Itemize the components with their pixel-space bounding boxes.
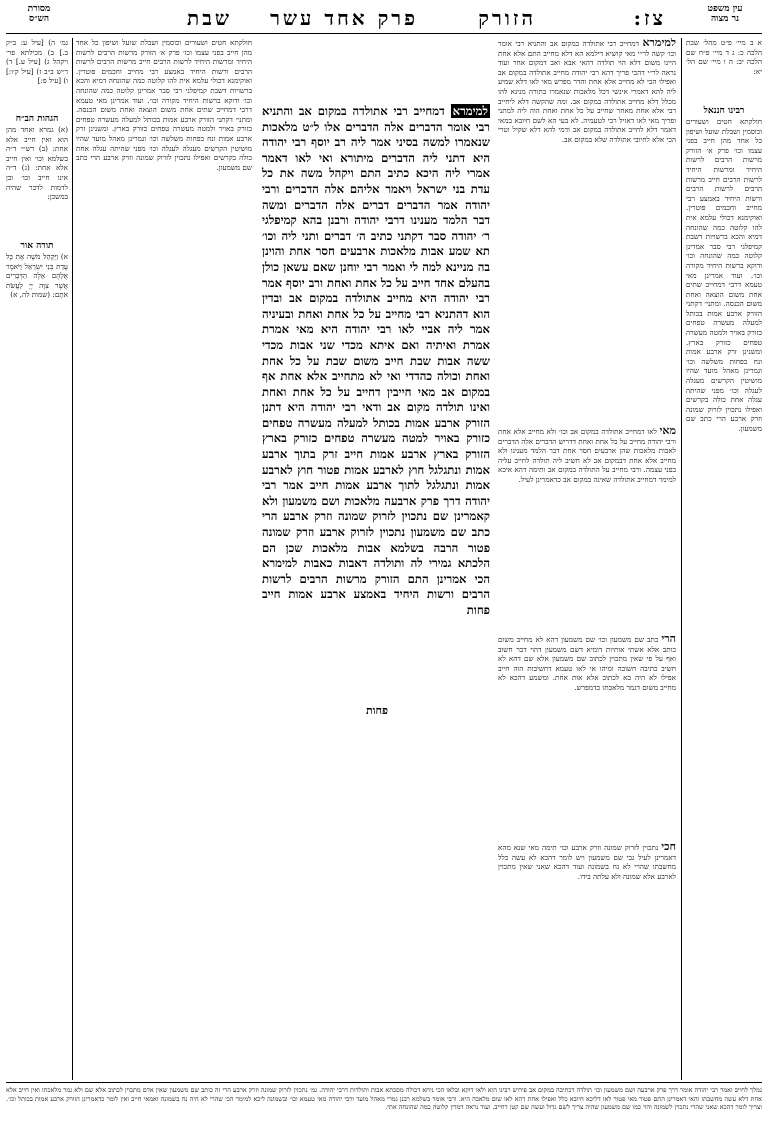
gemara-lead-word: למימרא xyxy=(452,104,488,118)
ein-mishpat-header xyxy=(688,4,762,24)
tosafot-box-2 xyxy=(498,634,676,834)
left-margin-column xyxy=(6,38,68,1078)
tosafot-box-2-title: הרי xyxy=(661,634,676,645)
header-divider xyxy=(6,33,762,34)
ein-mishpat-title: עין משפט xyxy=(707,4,743,14)
masoret-title: מסורת xyxy=(27,4,51,14)
tosafot-column xyxy=(498,38,676,1078)
footer-divider xyxy=(6,1082,762,1083)
gemara-main-text xyxy=(262,104,490,702)
tosafot-box-3-title: חכי xyxy=(661,842,676,853)
chapter-name: פרק אחד עשר xyxy=(270,6,418,30)
tractate-name: שבת xyxy=(187,6,232,30)
left-margin-divider xyxy=(72,38,73,1080)
chapter-author: הזורק xyxy=(478,6,536,30)
catchword: פחות xyxy=(365,704,388,717)
masoret-header xyxy=(6,4,72,24)
ner-mitzvah-title: נר מצוה xyxy=(710,14,739,24)
tosafot-box-3-body: נתכוין לזרוק שמונה וזרק ארבע וכו׳ תימה מאי שנא מהא דאמרינן לעיל גבי שם משמעון ויש לומר דהכא לא עשה כלל מחשבתו שהרי לא נח בשמונה ועוד דהכא שאני שאין מתכוין לארבע אלא שמונה ולא עלתה בידו. xyxy=(498,843,676,881)
tosafot-box-1 xyxy=(498,426,676,626)
tosafot-text: דמחייב רבי אתולדה במקום אב והתניא רבי אומר וכו׳ קשה לר״י מאי קושיא דילמא הא דלא מחייב התם אלא אחת היינו משום דלא הוי תולדה דהאי אבא ואב דמקום אחר ועוד נראה לר״י דהכי פריך דהא רבי יהודה מחייב אתולדה במקום אב ואפילו הכי לא מחייב אלא אחת והדר מפרש מאי לאו דלא שמיע ליה להא דאמרי אינשי דכל מלאכות שנאמרו בתורה מנינא להו מכלל דלא מחייב אתולדה במקום אב. ומה שהקשה דלא ליחייב רבי אלא אחת מאחר שחייב על כל אחת ואחת הוה ליה למתני ופריך מאי לאו דאזיל רבי לטעמיה. לא בעי הא לשם חיובא במאי דאמר דלא לחייב אתולדה במקום אב ודמי להא דלא שקיל וטרי הכי אלא לחיובי אתולדה שלא במקום אב. xyxy=(498,39,676,144)
hagahot-title: הגהות הב״ח xyxy=(15,114,59,124)
rashi-column: חולקתא חטים ושעורים וכוסמין ושבלת שועל ושיפון כל אחד מהן חייב בפני עצמו וכו׳ פרק א׳ הזורק מרשות הרבים לרשות היחיד ומרשות היחיד לרשות הרבים חייב מרשות הרבים לרשות הרבים ורשות היחיד באמצע רבי מחייב וחכמים פוטרין. ואוקימנא דכולי עלמא אית להו קלוטה כמה שהונחה דמיא והכא ברשויות דשבת קמיפלגי רבי סבר אמרינן קלוטה כמה שהונחה וכו׳ ודוקא ברשות היחיד מקורה וכו׳. ועוד אמרינן מאי טעמא דרבי דמחייב שתים אחת משום הוצאה ואחת משום הכנסה. ומתני׳ דקתני הזורק ארבע אמות בכותל למעלה מעשרה טפחים כזורק באויר ולמטה מעשרה טפחים כזורק בארץ. ומשנינן זרק ארבע אמות ונח בפחות משלשה וכו׳ וגמרינן מאהל מועד שהיו מושיטין הקרשים מעגלה לעגלה וכו׳ מפני שהיתה עגלה אחת כולה בקרשים ואפילו נתכוין לזרוק שמונה וזרק ארבע הרי כתב שם משמעון. xyxy=(76,38,252,172)
tosafot-box-1-body: לאו דמחייב אתולדה במקום אב וכו׳ ולא מחייב אלא אחת ורבי יהודה מחייב על כל אחת ואחת דדריש הדברים אלה הדברים לאבות מלאכות שהן ארבעים חסר אחת דבר הלמד מענינו ולא מחייב אלא אחת דבמקום אב לא חשיב ליה תולדה לחייב עליה בפני עצמה. ורבי מחייב על התולדה במקום אב ותימה דהא איכא למימר דמחייב אתולדה שאינה במקום אב כדאמרינן לעיל. xyxy=(498,427,676,484)
ein-mishpat-column: א ב מיי׳ פ״ט מהל׳ שבת הלכה כ: ג ד מיי׳ פ״ח שם הלכה יב: ה ו מיי׳ שם הל׳ יא: xyxy=(686,38,762,76)
torah-or-title: תורה אור xyxy=(20,241,54,251)
hagahot-body: (א) גמרא ואחד מהן הוא ואין חייב אלא אחת: (ב) רש״י ד״ה בשלמא וכו׳ ואין חייב אלא אחת: (ג) ד״ה אינו חייב וכו׳ ובן לדמות לדבר שהיה במשכן: xyxy=(6,125,68,202)
gemara-body: דמחייב רבי אתולדה במקום אב והתניא רבי אומר הדברים אלה הדברים אלו ל״ט מלאכות שנאמרו למשה בסיני אמר ליה רב יוסף רבי יהודה היא דתני ליה הדברים מיתורא ואי לאו דאמר אמרי ליה היכא כתיב התם ויקהל משה את כל עדת בני ישראל ויאמר אליהם אלה הדברים ורבי יהודה אמר הדברים דברים אלה הדברים ומשה דבר הלמד מענינו דרבי יהודה ורבנן בהא קמיפלגי ר׳ יהודה סבר דקתני כתיב ה׳ דברים ותני ליה וכו׳ תא שמע אבות מלאכות ארבעים חסר אחת והוינן בה מניינא למה לי ואמר רבי יוחנן שאם עשאן כולן בהעלם אחד חייב על כל אחת ואחת ורב יוסף אמר רבי יהודה היא מחייב אתולדה במקום אב ובדין הוא דהתניא רבי מחייב על כל אחת ואחת ובעיניה אמר ליה אביי לאו רבי יהודה היא מאי אמרת אמרת ואיתיה ואם איתא מכדי שני אבות מכדי ששה אבות שבת חייב משום שבת על כל אחת ואחת וכולה כהדדי ואי לא מתחייב אלא אחת אף במקום אב מאי חייבין דחייב על כל אחת ואחת ואינו תולדה מקום אב ודאי רבי יהודה היא דתנן הזורק ארבע אמות בכותל למעלה מעשרה טפחים כזורק באויר למטה מעשרה טפחים כזורק בארץ הזורק בארץ ארבע אמות חייב זרק בתוך ארבע אמות ונתגלגל חוץ לארבע אמות פטור חוץ לארבע אמות ונתגלגל לתוך ארבע אמות חייב אמר רבי יהודה דרך פרק ארבעה מלאכות ושם משמעון ולא קאמרינן שם נתכוין לזרוק שמונה וזרק ארבע הרי כתב שם משמעון נתכוין לזרוק ארבע וזרק שמונה פטור הרבה בשלמא אבות מלאכות שכן הם הלכתא גמירי לה ותולדה דאבות כאבות למימרא הכי אמרינן התם הזורק מרשות הרבים לרשות הרבים ורשות היחיד באמצע ארבע אמות חייב פחות xyxy=(262,104,490,617)
masoret-body: גמ׳ ה) [עיל ע: ב״ק ב.] ב) מכילתא פר׳ ויקהל ג) [עיל ע.] ד) ר״ש ב״ב ז) [עיל ק׳ו:] ו) [עיל פ:] xyxy=(6,38,68,86)
daf-number: צז: xyxy=(633,6,666,30)
hashas-title: הש״ס xyxy=(28,14,50,24)
tosafot-lead-word: למימרא xyxy=(642,38,676,49)
tosafot-body xyxy=(498,38,676,418)
rabbenu-chananel-title: רבינו חננאל xyxy=(703,106,745,116)
right-margin-divider xyxy=(681,38,682,1080)
rabbenu-chananel-column xyxy=(686,104,762,1080)
tosafot-box-1-title: מאי xyxy=(659,426,676,437)
torah-or-body: א) וַיַּקְהֵל מֹשֶׁה אֶת כָּל עֲדַת בְּנֵי יִשְׂרָאֵל וַיֹּאמֶר אֲלֵהֶם אֵלֶּה הַדְּבָרִים אֲשֶׁר צִוָּה יְיָ לַעֲשֹׂת אֹתָם: (שמות לה, א) xyxy=(6,252,68,300)
footer-gloss: נמלך לחייב ואמר רבי יהודה אומר דרך פרק ארבעה ושם משמעון וכו׳ תולדה דכתיבה במקום אב פירוש רבינו הוא ולאו דוקא ובלאו הכי ניחא דכולה מסכתא אבות ותולדות דרבי יהודה. גמ׳ נתכוין לזרוק שמונה וזרק ארבע הרי זה כותב שם משמעון שאין אדם מתכוין לכתוב אלא שם ולא גמר מלאכתו ואין חייב אלא אחת דלא עשה מחשבתו והאי דאמרינן התם פטור מאי פטור לאו דליכא חיובא כלל ואפילו אחת דהא לאו שום מלאכה היא. ורבי אומר בשלמא רבנן גמרי מאהל מועד ורבי יהודה מאי טעמא וכו׳ ובשמונה ליכא למימר הכי שהרי לא היה נח בשמונה ואמאי חייב ואין לומר כדאמרינן הזורק ארבע אמות בכותל וכו׳. וצריך לומר דהכא שאני שהרי נתכוין לשמונה והוי כמו שם משמעון שהיה צריך לשם גדול ועשה שם קטן דחייב. ועוד נראה דמדין קלוטה כמה שהונחה אתי. xyxy=(6,1086,762,1112)
tosafot-box-2-body: כתב שם משמעון וכו׳ שם משמעון דהא לא מחייב משום כותב אלא אשתי אותיות דומיא דשם משמעון דהוי דבר חשוב ואף על פי שאין מתכוין לכתוב שם משמעון אלא שם דהא לא חשיב כתיבה חשובה ומיהו אי לאו טעמא דחשיבות הוה חייב אפילו לא היה בא לכתוב אלא אות אחת. ומשמע דהכא לא מחייב משום דגמר מלאכתו כדמפרש. xyxy=(498,635,676,692)
rabbenu-chananel-body: חולקתא חטים ושעורים וכוסמין ושבלת שועל ושיפון כל אחד מהן חייב בפני עצמו וכו׳ פרק א׳ הזורק מרשות הרבים לרשות היחיד ומרשות היחיד לרשות הרבים חייב מרשות הרבים לרשות הרבים ורשות היחיד באמצע רבי מחייב וחכמים פוטרין. ואוקימנא דכולי עלמא אית להו קלוטה כמה שהונחה דמיא והכא ברשויות דשבת קמיפלגי רבי סבר אמרינן קלוטה כמה שהונחה וכו׳ ודוקא ברשות היחיד מקורה וכו׳. ועוד אמרינן מאי טעמא דרבי דמחייב שתים אחת משום הוצאה ואחת משום הכנסה. ומתני׳ דקתני הזורק ארבע אמות בכותל למעלה מעשרה טפחים כזורק באויר ולמטה מעשרה טפחים כזורק בארץ. ומשנינן זרק ארבע אמות ונח בפחות משלשה וכו׳ וגמרינן מאהל מועד שהיו מושיטין הקרשים מעגלה לעגלה וכו׳ מפני שהיתה עגלה אחת כולה בקרשים ואפילו נתכוין לזרוק שמונה וזרק ארבע הרי כתב שם משמעון. xyxy=(686,117,762,433)
tosafot-box-3 xyxy=(498,842,676,1042)
